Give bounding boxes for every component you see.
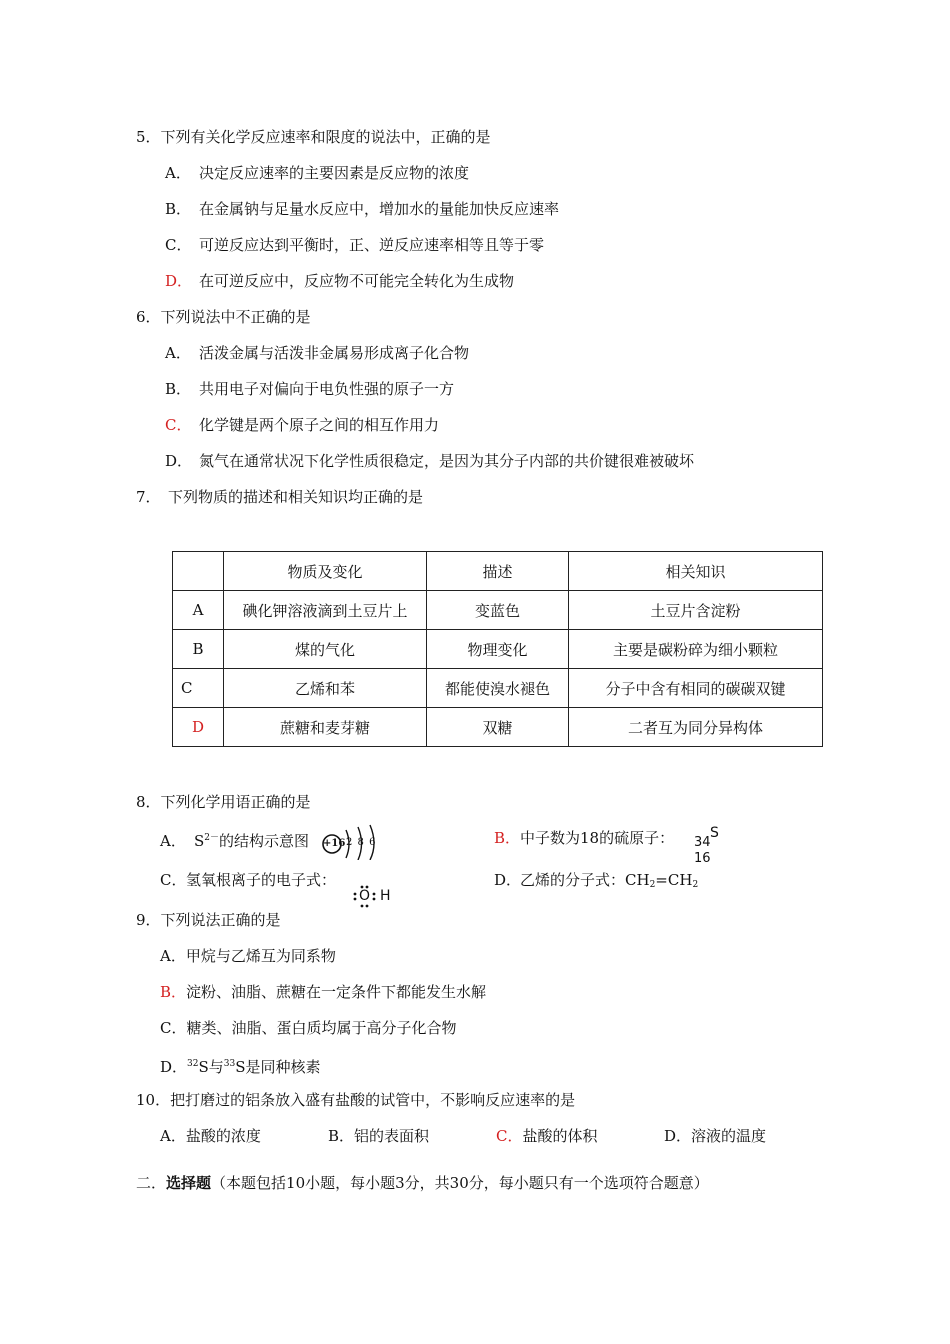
q8-option-a <box>160 828 309 851</box>
q7-row-d-description: 双糖 <box>427 708 569 747</box>
q10-option-a-letter: A． <box>160 1127 186 1145</box>
sulfur-shell-electrons: 2 8 6 <box>346 837 376 848</box>
q8-option-a-letter: A． <box>160 832 186 850</box>
q8-option-a-text: 的结构示意图 <box>219 832 310 850</box>
q7-row-b-substance: 煤的气化 <box>224 630 427 669</box>
section-2-heading <box>136 1173 709 1193</box>
q8-nuclide-notation <box>694 824 722 868</box>
q6-option-a-text: 活泼金属与活泼非金属易形成离子化合物 <box>199 344 470 362</box>
q8-nuclide-mass: 34 <box>694 835 711 850</box>
q9-option-d-sup1: 32 <box>187 1059 199 1069</box>
sulfur-ion-structure-diagram <box>322 822 384 860</box>
q8-option-d-sub1: 2 <box>649 880 656 890</box>
q8-option-d-text: 乙烯的分子式：CH <box>520 871 650 889</box>
q7-table <box>172 551 823 747</box>
q8-option-b-letter: B． <box>494 829 521 847</box>
q7-row-d-knowledge: 二者互为同分异构体 <box>569 708 823 747</box>
q9-option-a <box>160 946 336 966</box>
q8-option-d-mid: =CH <box>655 871 693 889</box>
q7-header-knowledge: 相关知识 <box>569 552 823 591</box>
q9-option-b-letter: B． <box>160 983 187 1001</box>
table-row <box>173 669 823 708</box>
q9-option-b-text: 淀粉、油脂、蔗糖在一定条件下都能发生水解 <box>186 983 487 1001</box>
q7-table-header-row <box>173 552 823 591</box>
q8-option-b-text: 中子数为18的硫原子： <box>520 829 675 847</box>
q8-option-d-sub2: 2 <box>692 880 699 890</box>
q7-row-a-label: A <box>173 591 224 630</box>
q7-stem: 7． 下列物质的描述和相关知识均正确的是 <box>136 488 424 506</box>
q5-option-a-letter: A． <box>165 164 191 182</box>
q8-option-c <box>160 870 336 890</box>
q7-row-c-knowledge: 分子中含有相同的碳碳双键 <box>569 669 823 708</box>
q9-stem: 9．下列说法正确的是 <box>136 911 281 929</box>
q5-option-c-letter: C． <box>165 236 192 254</box>
q5-option-c <box>165 235 544 255</box>
q7-header-empty <box>173 552 224 591</box>
q9-option-c <box>160 1018 457 1038</box>
q6-option-c-letter: C． <box>165 416 192 434</box>
q5-option-d-letter: D． <box>165 272 193 290</box>
q8-option-a-symbol: S <box>194 832 205 850</box>
q5-option-a-text: 决定反应速率的主要因素是反应物的浓度 <box>199 164 470 182</box>
q6-option-d <box>165 451 694 471</box>
q8-nuclide-atomic-number: 16 <box>694 851 711 866</box>
section-2-note: （本题包括10小题，每小题3分，共30分，每小题只有一个选项符合题意） <box>211 1174 709 1192</box>
q10-stem: 10．把打磨过的铝条放入盛有盐酸的试管中，不影响反应速率的是 <box>136 1091 576 1109</box>
q5-option-a <box>165 163 469 183</box>
q7-header-description: 描述 <box>427 552 569 591</box>
sulfur-nucleus-label: +16 <box>323 838 346 849</box>
q10-option-c <box>496 1126 598 1146</box>
q8-option-c-text: 氢氧根离子的电子式： <box>186 871 337 889</box>
q10-option-a <box>160 1126 261 1146</box>
hydroxide-electron-dot-formula <box>350 884 396 908</box>
q5-option-b <box>165 199 559 219</box>
q10-option-d <box>664 1126 766 1146</box>
q8-option-a-charge: 2－ <box>204 833 220 843</box>
q10-option-a-text: 盐酸的浓度 <box>185 1127 261 1145</box>
q10-option-b <box>328 1126 429 1146</box>
q7-row-c-substance: 乙烯和苯 <box>224 669 427 708</box>
q6-option-b <box>165 379 454 399</box>
q9-option-c-letter: C． <box>160 1019 187 1037</box>
q5-stem: 5．下列有关化学反应速率和限度的说法中，正确的是 <box>136 128 491 146</box>
q8-option-c-letter: C． <box>160 871 187 889</box>
q8-option-b <box>494 828 674 848</box>
q9-option-d-sup2: 33 <box>223 1059 236 1069</box>
q6-option-b-letter: B． <box>165 380 192 398</box>
q6-option-a <box>165 343 469 363</box>
q6-option-b-text: 共用电子对偏向于电负性强的原子一方 <box>199 380 455 398</box>
q7-row-c-label: C <box>173 669 224 708</box>
q10-option-b-letter: B． <box>328 1127 355 1145</box>
table-row <box>173 708 823 747</box>
q7-row-d-label: D <box>173 708 224 747</box>
q6-option-c <box>165 415 439 435</box>
q10-option-c-letter: C． <box>496 1127 523 1145</box>
q5-option-b-text: 在金属钠与足量水反应中，增加水的量能加快反应速率 <box>199 200 560 218</box>
q9-option-a-letter: A． <box>160 947 186 965</box>
q6-option-a-letter: A． <box>165 344 191 362</box>
q7-row-b-label: B <box>173 630 224 669</box>
q8-stem: 8．下列化学用语正确的是 <box>136 793 311 811</box>
q7-header-substance: 物质及变化 <box>224 552 427 591</box>
q10-option-d-letter: D． <box>664 1127 692 1145</box>
q8-nuclide-symbol: S <box>710 825 719 841</box>
q9-option-d <box>160 1054 321 1077</box>
q10-option-b-text: 铝的表面积 <box>354 1127 430 1145</box>
q9-option-d-post: S是同种核素 <box>235 1058 321 1076</box>
q9-option-b <box>160 982 486 1002</box>
q7-row-a-substance: 碘化钾溶液滴到土豆片上 <box>224 591 427 630</box>
section-2-number: 二． <box>136 1174 167 1192</box>
table-row <box>173 591 823 630</box>
q5-option-b-letter: B． <box>165 200 192 218</box>
q6-option-d-letter: D． <box>165 452 193 470</box>
table-row <box>173 630 823 669</box>
q9-option-d-mid: S与 <box>198 1058 224 1076</box>
q6-option-d-text: 氮气在通常状况下化学性质很稳定，是因为其分子内部的共价键很难被破坏 <box>199 452 695 470</box>
q10-option-c-text: 盐酸的体积 <box>522 1127 598 1145</box>
q7-row-b-description: 物理变化 <box>427 630 569 669</box>
q5-option-d-text: 在可逆反应中，反应物不可能完全转化为生成物 <box>199 272 515 290</box>
q6-option-c-text: 化学键是两个原子之间的相互作用力 <box>199 416 440 434</box>
q5-option-c-text: 可逆反应达到平衡时，正、逆反应速率相等且等于零 <box>199 236 545 254</box>
q7-row-b-knowledge: 主要是碳粉碎为细小颗粒 <box>569 630 823 669</box>
q10-option-d-text: 溶液的温度 <box>691 1127 767 1145</box>
q7-row-a-description: 变蓝色 <box>427 591 569 630</box>
q7-row-a-knowledge: 土豆片含淀粉 <box>569 591 823 630</box>
q7-row-d-substance: 蔗糖和麦芽糖 <box>224 708 427 747</box>
q7-row-c-description: 都能使溴水褪色 <box>427 669 569 708</box>
q9-option-c-text: 糖类、油脂、蛋白质均属于高分子化合物 <box>186 1019 457 1037</box>
q9-option-d-letter: D． <box>160 1058 188 1076</box>
q9-option-a-text: 甲烷与乙烯互为同系物 <box>185 947 336 965</box>
section-2-title: 选择题 <box>166 1174 212 1192</box>
q6-stem: 6．下列说法中不正确的是 <box>136 308 311 326</box>
q8-option-d <box>494 870 698 895</box>
q5-option-d <box>165 271 514 291</box>
hydroxide-oxygen: O <box>359 888 371 904</box>
q8-option-d-letter: D． <box>494 871 522 889</box>
hydroxide-hydrogen: H <box>380 888 391 904</box>
